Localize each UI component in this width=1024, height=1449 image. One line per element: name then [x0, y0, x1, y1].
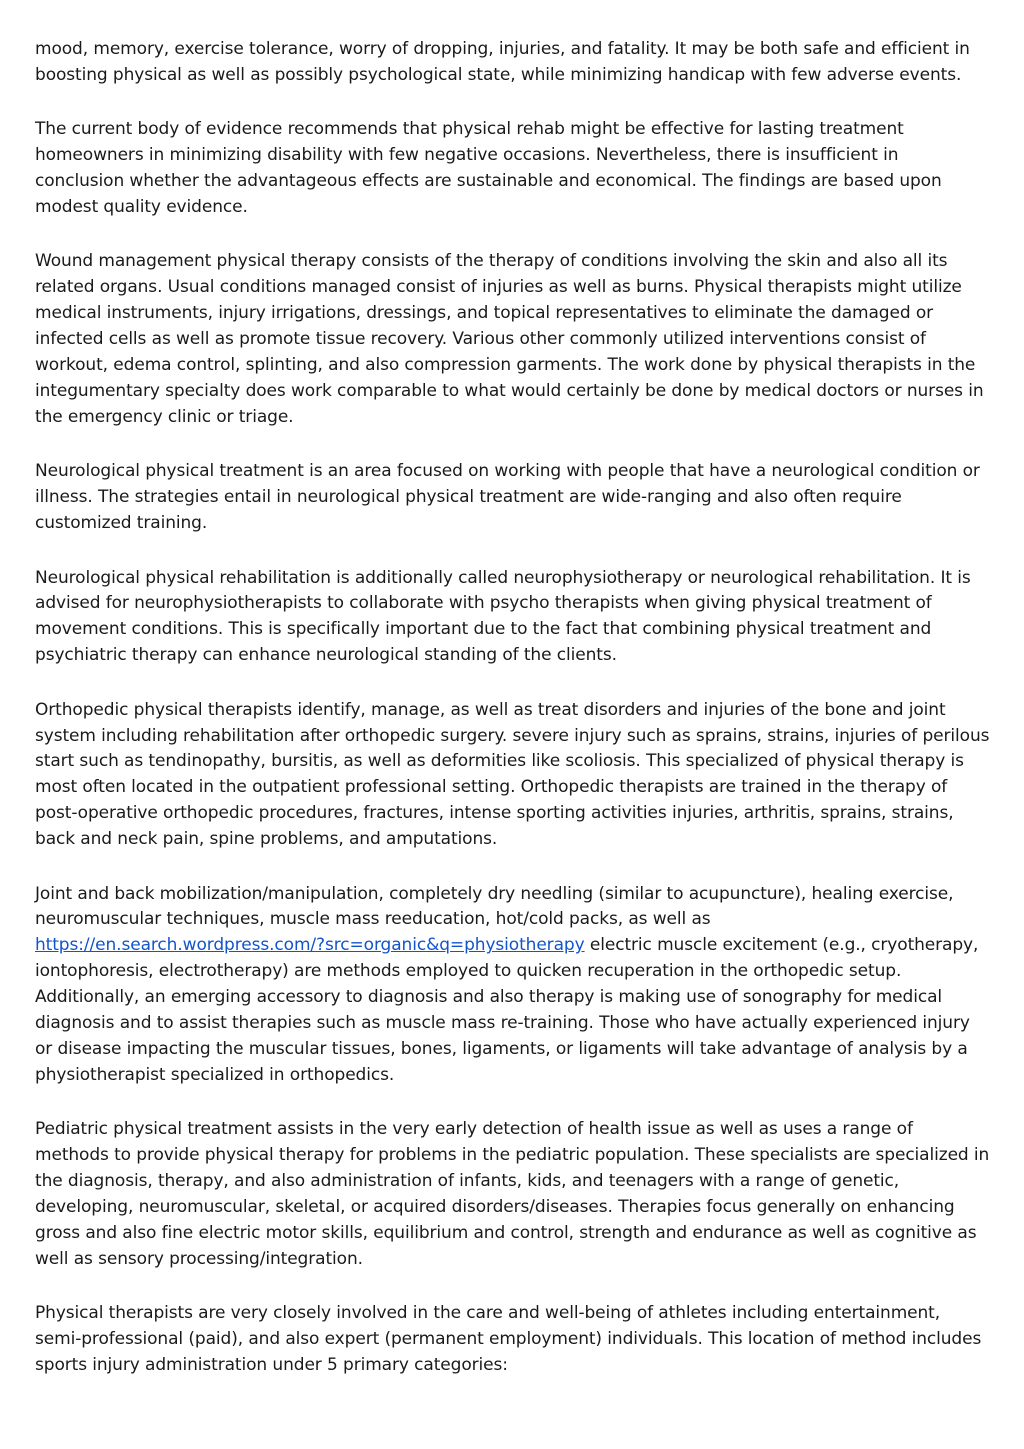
paragraph-joint-mobilization	[35, 882, 990, 1089]
paragraph-pediatric	[35, 1117, 990, 1272]
physiotherapy-search-link[interactable]: https://en.search.wordpress.com/?src=organic&q=physiotherapy	[35, 935, 585, 956]
paragraph-neurological-treatment	[35, 459, 990, 537]
paragraph-evidence	[35, 117, 990, 221]
paragraph-mood	[35, 37, 990, 89]
paragraph-text: Neurological physical treatment is an area focused on working with people that have a neurological condition or illness. The strategies entail in neurological physical treatment are wide-ranging and also often require customized training.	[35, 461, 980, 534]
paragraph-text-after-link: electric muscle excitement (e.g., cryotherapy, iontophoresis, electrotherapy) are methods employed to quicken recuperation in the orthopedic setup. Additionally, an emerging accessory to diagnosis and also therapy is making use of sonography for medical diagnosis and to assist therapies such as muscle mass re-training. Those who have actually experienced injury or disease impacting the muscular tissues, bones, ligaments, or ligaments will take advantage of analysis by a physiotherapist specialized in orthopedics.	[35, 935, 979, 1085]
paragraph-athletes	[35, 1301, 990, 1379]
paragraph-text: Orthopedic physical therapists identify, manage, as well as treat disorders and injuries of the bone and joint system including rehabilitation after orthopedic surgery. severe injury such as sprains, strains, injuries of perilous start such as tendinopathy, bursitis, as well as deformities like scoliosis. This specialized of physical therapy is most often located in the outpatient professional setting. Orthopedic therapists are trained in the therapy of post-operative orthopedic procedures, fractures, intense sporting activities injuries, arthritis, sprains, strains, back and neck pain, spine problems, and amputations.	[35, 699, 990, 850]
paragraph-orthopedic	[35, 698, 990, 853]
paragraph-text: Physical therapists are very closely involved in the care and well-being of athletes including entertainment, semi-professional (paid), and also expert (permanent employment) individuals. This location of method includes sports injury administration under 5 primary categories:	[35, 1303, 982, 1376]
paragraph-wound-management	[35, 249, 990, 430]
paragraph-text: Neurological physical rehabilitation is additionally called neurophysiotherapy or neurological rehabilitation. It is advised for neurophysiotherapists to collaborate with psycho therapists when giving physical treatment of movement conditions. This is specifically important due to the fact that combining physical treatment and psychiatric therapy can enhance neurological standing of the clients.	[35, 567, 971, 666]
paragraph-neurophysiotherapy	[35, 566, 990, 670]
paragraph-text: Pediatric physical treatment assists in the very early detection of health issue as well as uses a range of methods to provide physical therapy for problems in the pediatric population. These specialists are specialized in the diagnosis, therapy, and also administration of infants, kids, and teenagers with a range of genetic, developing, neuromuscular, skeletal, or acquired disorders/diseases. Therapies focus generally on enhancing gross and also fine electric motor skills, equilibrium and control, strength and endurance as well as cognitive as well as sensory processing/integration.	[35, 1119, 990, 1269]
paragraph-text: The current body of evidence recommends that physical rehab might be effective for lasting treatment homeowners in minimizing disability with few negative occasions. Nevertheless, there is insufficient in conclusion whether the advantageous effects are sustainable and economical. The findings are based upon modest quality evidence.	[35, 119, 942, 218]
paragraph-text-before-link: Joint and back mobilization/manipulation, completely dry needling (similar to acupuncture), healing exercise, neuromuscular techniques, muscle mass reeducation, hot/cold packs, as well as	[35, 883, 954, 930]
paragraph-text: mood, memory, exercise tolerance, worry of dropping, injuries, and fatality. It may be both safe and efficient in boosting physical as well as possibly psychological state, while minimizing handicap with few adverse events.	[35, 39, 970, 85]
paragraph-text: Wound management physical therapy consists of the therapy of conditions involving the skin and also all its related organs. Usual conditions managed consist of injuries as well as burns. Physical therapists might utilize medical instruments, injury irrigations, dressings, and topical representatives to eliminate the damaged or infected cells as well as promote tissue recovery. Various other commonly utilized interventions consist of workout, edema control, splinting, and also compression garments. The work done by physical therapists in the integumentary specialty does work comparable to what would certainly be done by medical doctors or nurses in the emergency clinic or triage.	[35, 251, 984, 427]
